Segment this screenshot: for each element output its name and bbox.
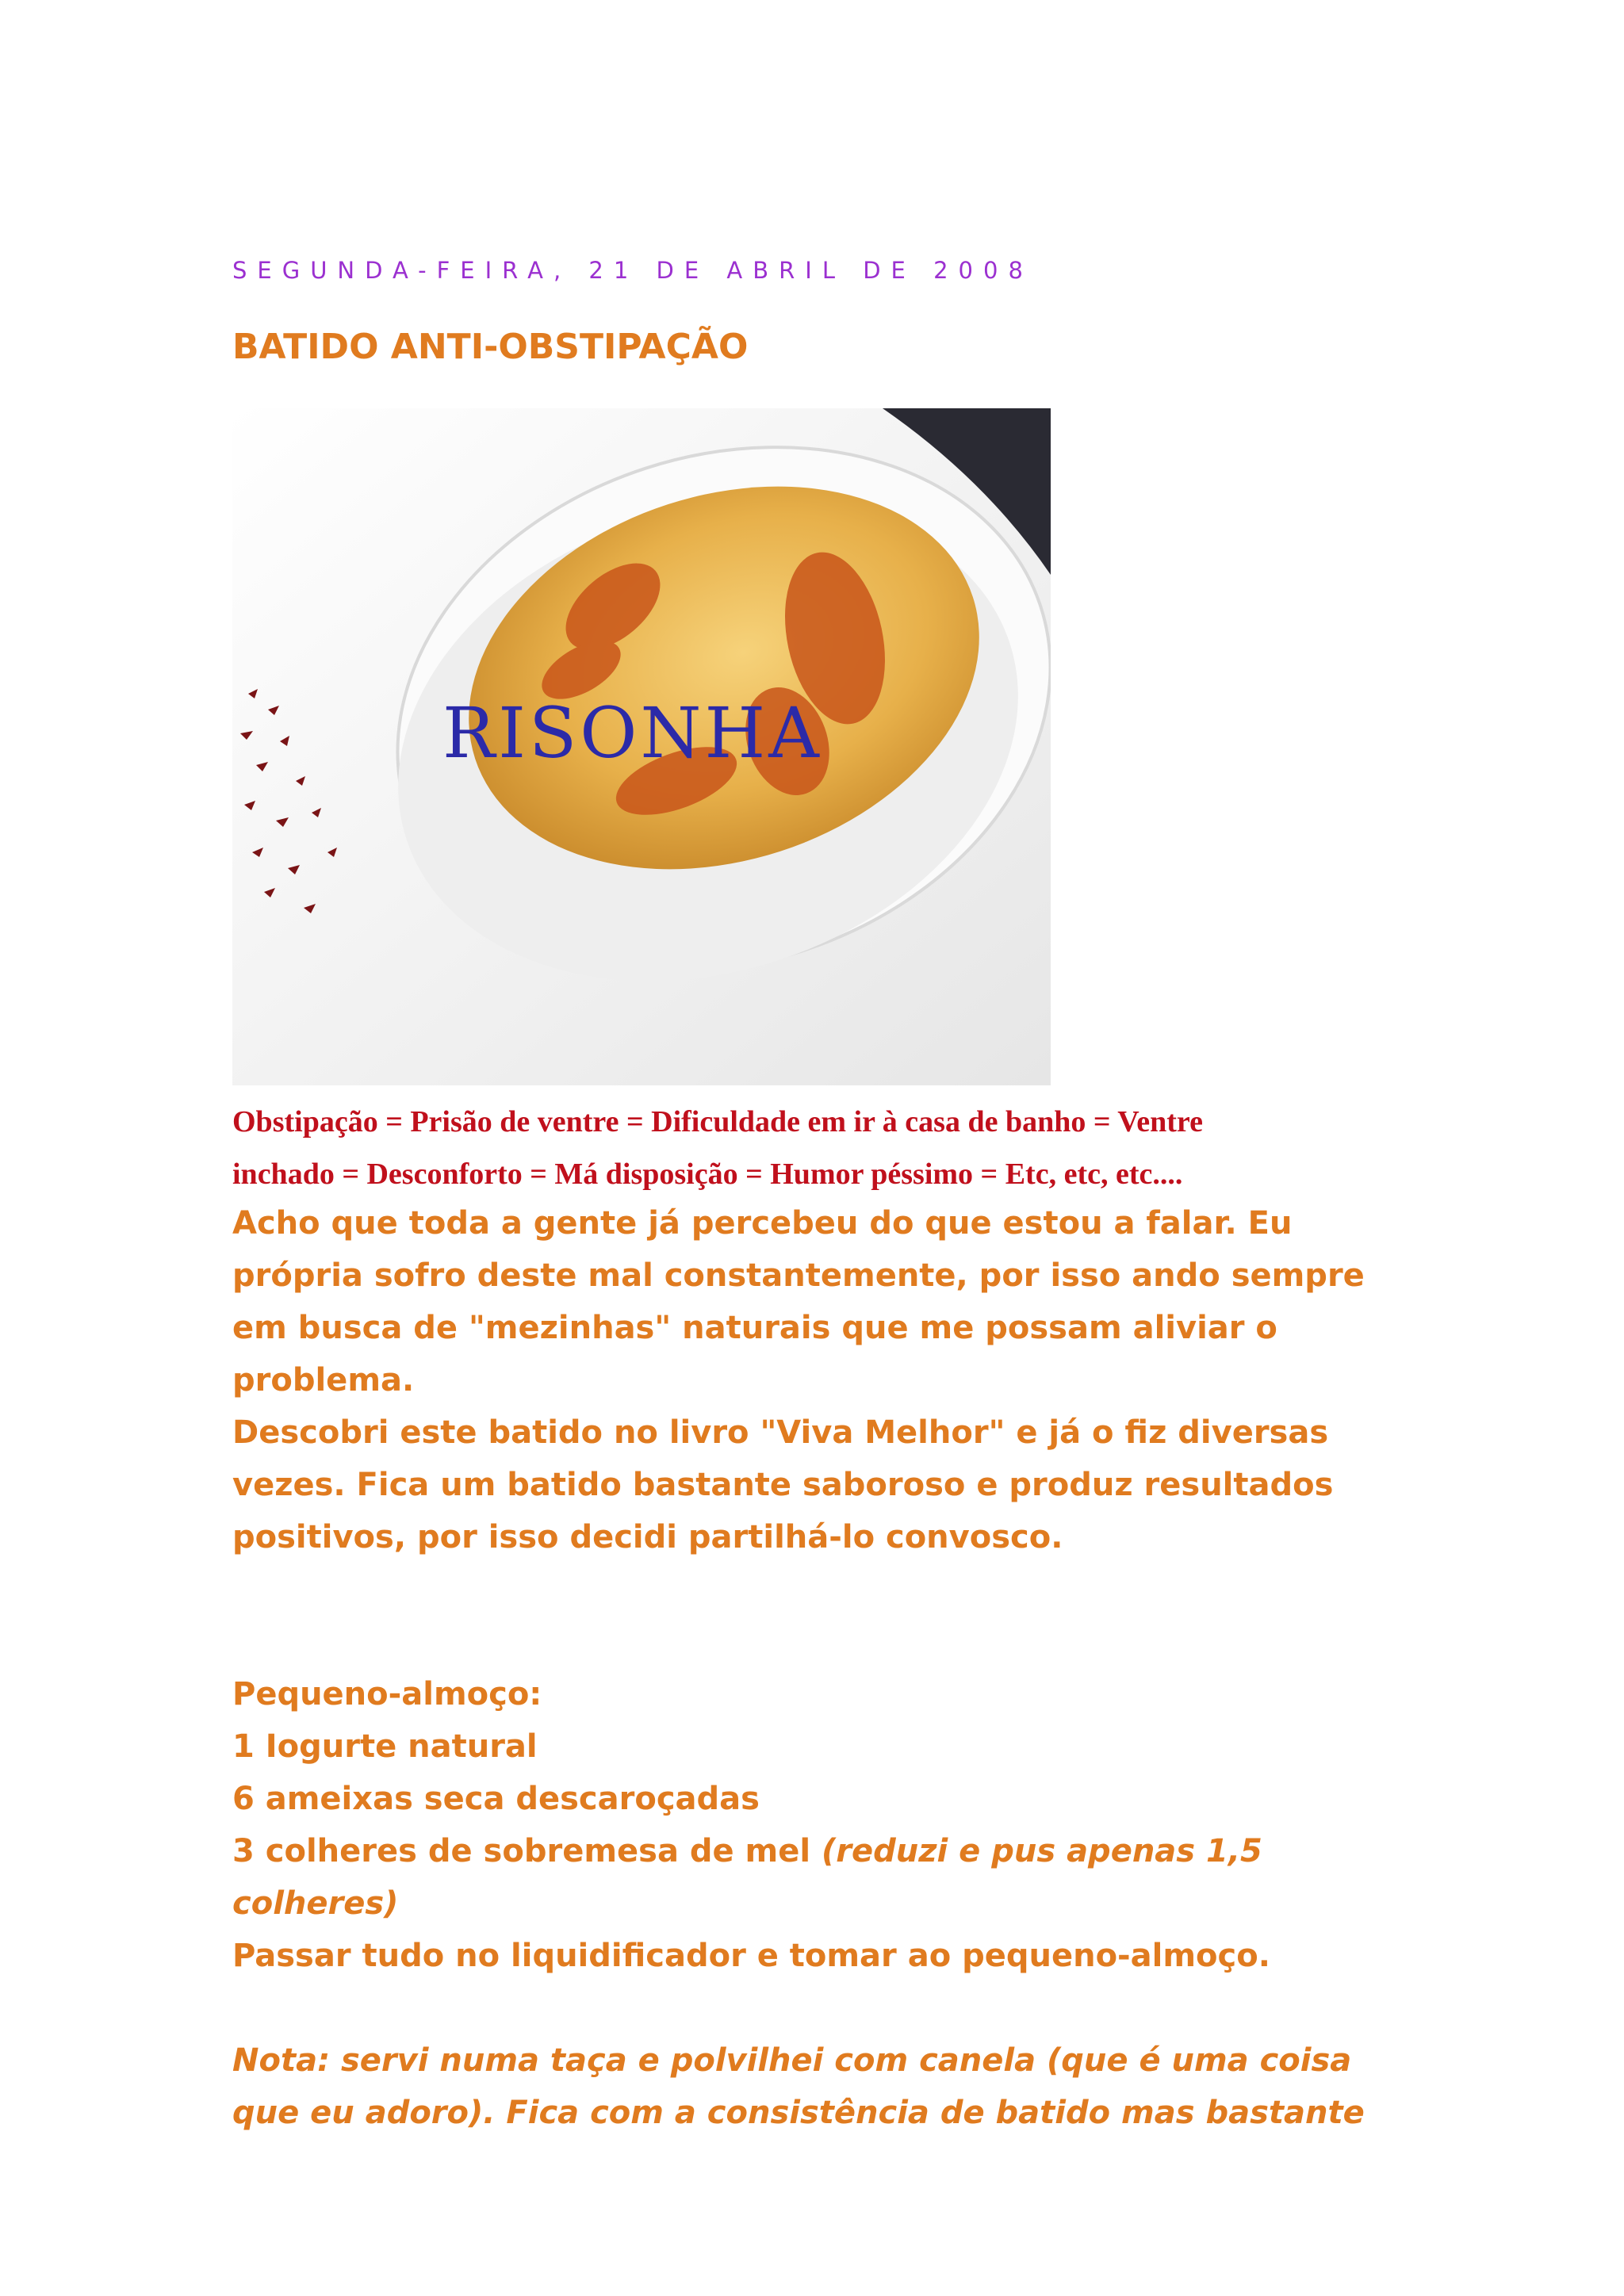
note-line: que eu adoro). Fica com a consistência de batido mas bastante — [232, 2095, 1365, 2131]
paragraph-line: própria sofro deste mal constantemente, por isso ando sempre — [232, 1257, 1365, 1294]
watermark-text: RISONHA — [442, 692, 822, 774]
ingredient-honey: 3 colheres de sobremesa de mel — [232, 1833, 822, 1869]
intro-line: Obstipação = Prisão de ventre = Dificuldade em ir à casa de banho = Ventre — [232, 1105, 1203, 1138]
note-line: Nota: servi numa taça e polvilhei com canela (que é uma coisa — [232, 2042, 1352, 2079]
intro-definition — [232, 1096, 1342, 1200]
recipe-instruction: Passar tudo no liquidificador e tomar ao pequeno-almoço. — [232, 1938, 1270, 1974]
post-image — [232, 408, 1051, 1085]
paragraph-line: problema. — [232, 1362, 415, 1399]
post-title[interactable]: BATIDO ANTI-OBSTIPAÇÃO — [232, 327, 749, 367]
spacer — [232, 1616, 1422, 1668]
post-body — [232, 1197, 1422, 2139]
ingredient — [232, 1825, 1422, 1877]
spacer — [232, 1563, 1422, 1616]
post-date: SEGUNDA-FEIRA, 21 DE ABRIL DE 2008 — [232, 257, 1033, 284]
paragraph-line: positivos, por isso decidi partilhá-lo convosco. — [232, 1519, 1063, 1556]
smoothie-bowl-photo — [232, 408, 1051, 1085]
spacer — [232, 1982, 1422, 2034]
paragraph-line: Descobri este batido no livro "Viva Melhor" e já o fiz diversas — [232, 1414, 1329, 1451]
paragraph-line: vezes. Fica um batido bastante saboroso e produz resultados — [232, 1467, 1334, 1503]
ingredient: 1 Iogurte natural — [232, 1728, 538, 1765]
ingredient-note: (reduzi e pus apenas 1,5 — [822, 1833, 1262, 1869]
recipe-heading: Pequeno-almoço: — [232, 1676, 542, 1712]
ingredient-note: colheres) — [232, 1885, 399, 1922]
ingredient: 6 ameixas seca descaroçadas — [232, 1781, 760, 1817]
paragraph-line: Acho que toda a gente já percebeu do que estou a falar. Eu — [232, 1205, 1293, 1242]
paragraph-line: em busca de "mezinhas" naturais que me possam aliviar o — [232, 1310, 1277, 1346]
intro-line: inchado = Desconforto = Má disposição = Humor péssimo = Etc, etc, etc.... — [232, 1158, 1183, 1191]
